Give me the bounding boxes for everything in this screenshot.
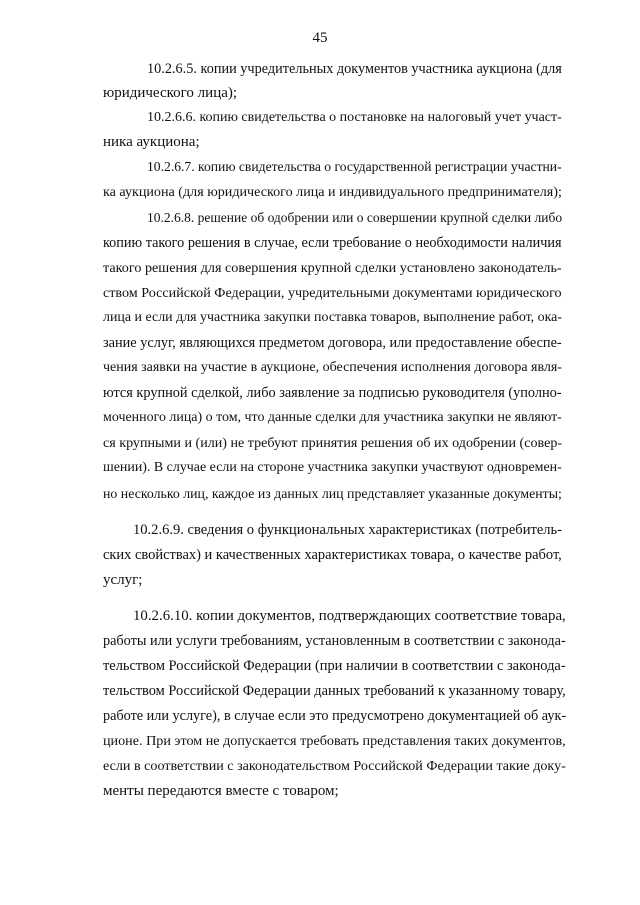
text-line: ских свойствах) и качественных характеристиках товара, о качестве работ, <box>103 547 562 563</box>
text-line: тельством Российской Федерации данных требований к указанному товару, <box>103 683 566 699</box>
text-line: моченного лица) о том, что данные сделки для участника закупки не являют- <box>103 410 562 425</box>
text-line: ционе. При этом не допускается требовать представления таких документов, <box>103 733 566 749</box>
text-line: ка аукциона (для юридического лица и индивидуального предпринимателя); <box>103 184 562 200</box>
page-number: 45 <box>312 30 328 46</box>
text-line: тельством Российской Федерации (при наличии в соответствии с законода- <box>103 658 566 674</box>
text-line: шении). В случае если на стороне участника закупки участвуют одновремен- <box>103 460 562 475</box>
text-line: зание услуг, являющихся предметом договора, или предоставление обеспе- <box>103 335 562 351</box>
text-line: 10.2.6.6. копию свидетельства о постановке на налоговый учет участ- <box>147 110 562 125</box>
text-line: ся крупными и (или) не требуют принятия решения об их одобрении (совер- <box>103 435 563 451</box>
text-line: ются крупной сделкой, либо заявление за подписью руководителя (уполно- <box>103 385 562 401</box>
text-line: 10.2.6.9. сведения о функциональных характеристиках (потребитель- <box>133 522 563 538</box>
text-line: менты передаются вместе с товаром; <box>103 783 339 799</box>
text-line: но несколько лиц, каждое из данных лиц представляет указанные документы; <box>103 486 562 501</box>
text-line: такого решения для совершения крупной сделки установлено законодатель- <box>103 260 562 276</box>
text-line: юридического лица); <box>103 85 238 101</box>
text-line: 10.2.6.5. копии учредительных документов участника аукциона (для <box>147 61 562 77</box>
text-line: работе или услуге), в случае если это предусмотрено документацией об аук- <box>103 708 567 724</box>
text-line: работы или услуги требованиям, установленным в соответствии с законода- <box>103 633 566 649</box>
text-line: 10.2.6.8. решение об одобрении или о совершении крупной сделки либо <box>147 210 563 225</box>
text-line: чения заявки на участие в аукционе, обеспечения исполнения договора явля- <box>103 360 562 375</box>
text-line: 10.2.6.7. копию свидетельства о государственной регистрации участни- <box>147 159 562 174</box>
text-line: ника аукциона; <box>103 134 200 150</box>
text-line: копию такого решения в случае, если требование о необходимости наличия <box>103 235 562 251</box>
text-line: лица и если для участника закупки поставка товаров, выполнение работ, ока- <box>103 310 562 325</box>
text-line: услуг; <box>103 572 143 588</box>
text-line: ством Российской Федерации, учредительными документами юридического <box>103 285 562 301</box>
text-line: 10.2.6.10. копии документов, подтверждающих соответствие товара, <box>133 608 566 624</box>
text-line: если в соответствии с законодательством Российской Федерации такие доку- <box>103 758 566 774</box>
